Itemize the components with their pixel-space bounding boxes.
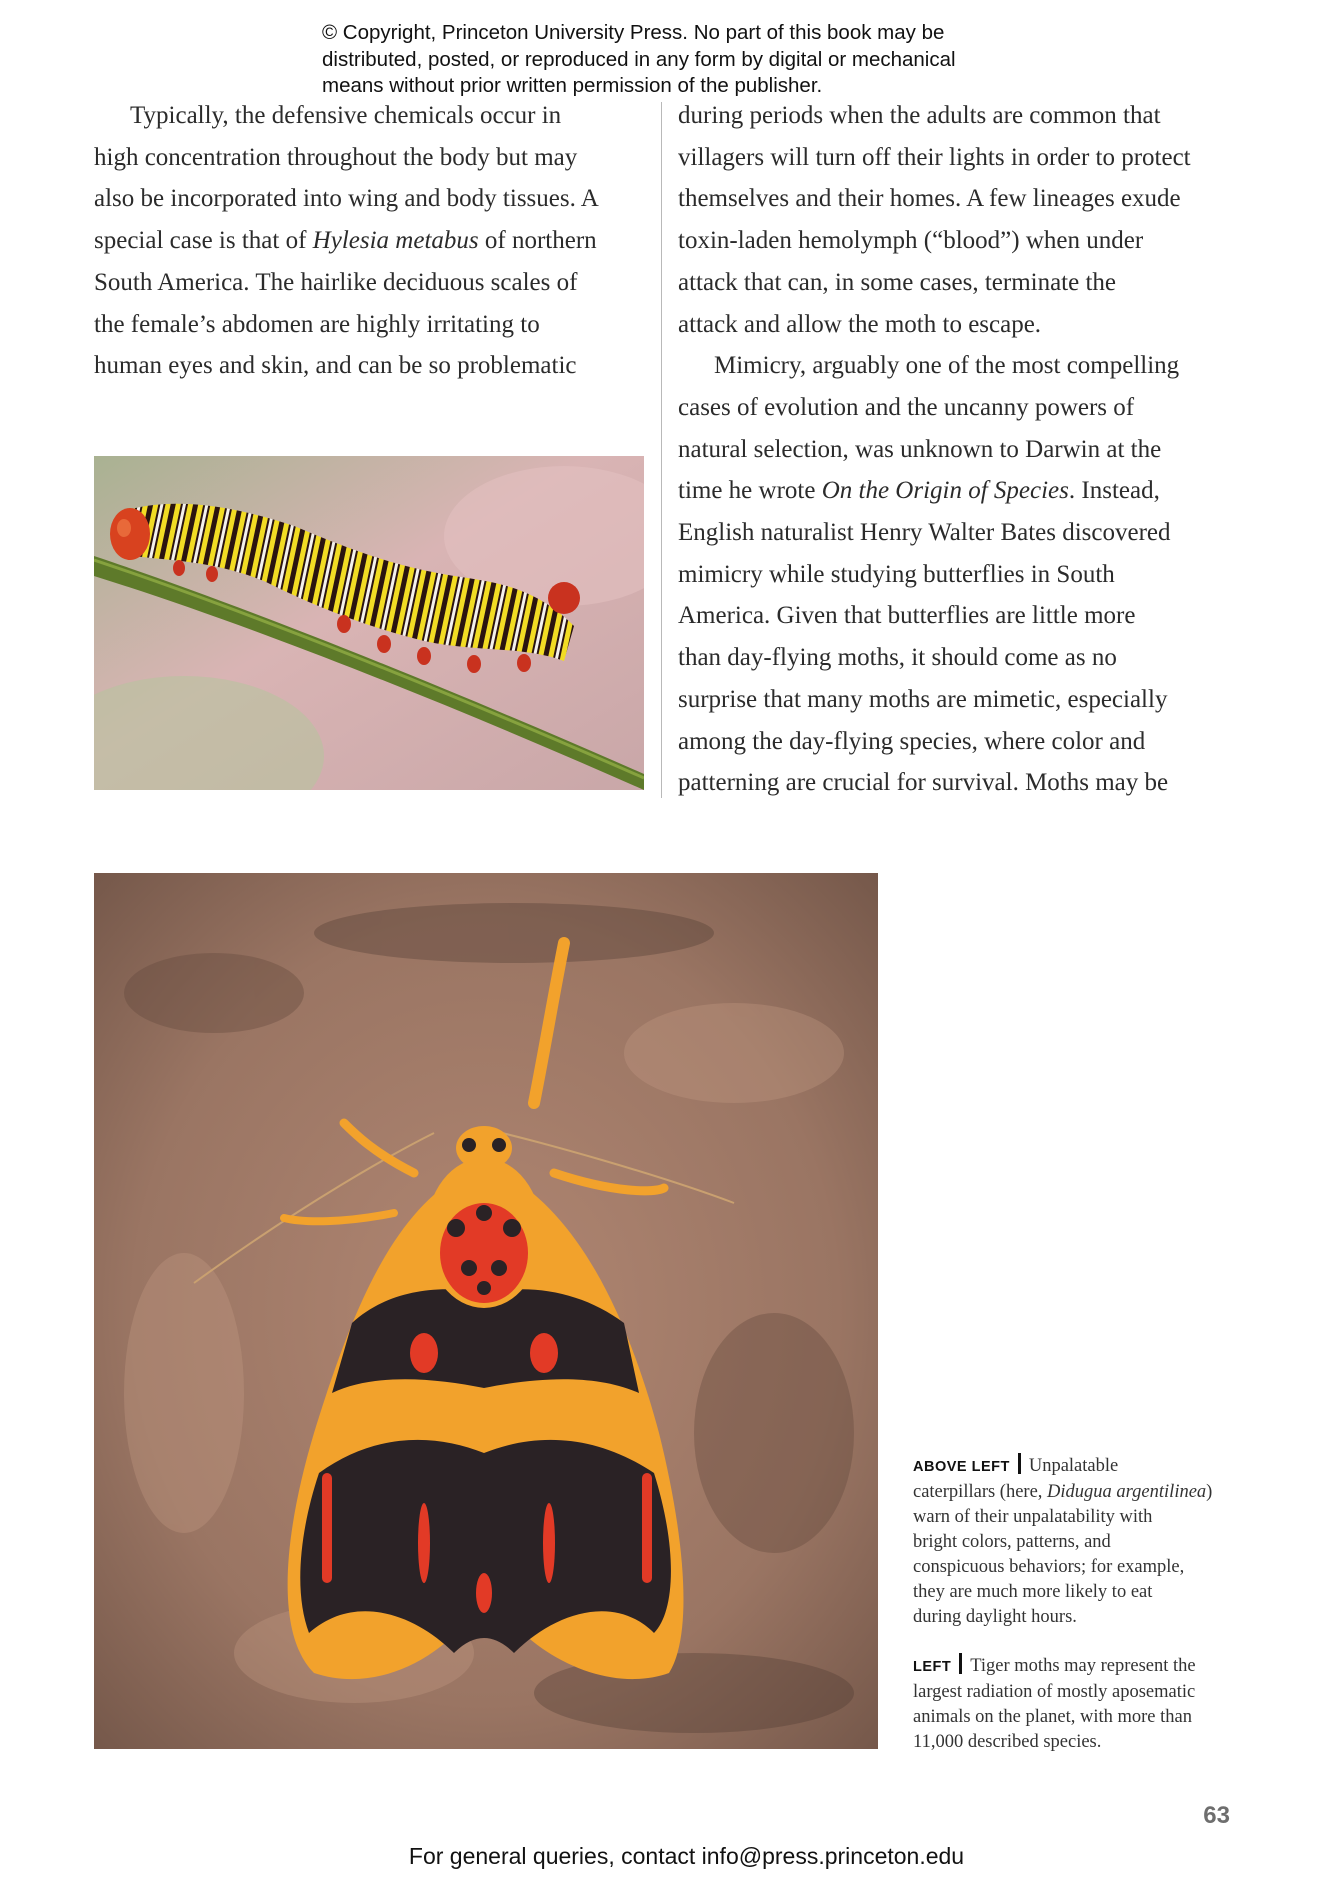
text-line: Mimicry, arguably one of the most compelling <box>714 352 1180 380</box>
tiger-moth-photo <box>94 873 878 1749</box>
text-line: during periods when the adults are common that <box>678 102 1161 129</box>
text-fragment: of northern <box>478 227 597 255</box>
text-fragment: Unpalatable <box>1028 1456 1119 1476</box>
text-line: themselves and their homes. A few lineages exude <box>678 185 1181 213</box>
left-text-column <box>94 95 644 387</box>
text-line: cases of evolution and the uncanny powers of <box>678 393 1135 421</box>
column-divider <box>661 102 662 798</box>
species-name: Hylesia metabus <box>312 227 479 255</box>
caption-line <box>913 1453 1243 1480</box>
caption-line: largest radiation of mostly aposematic <box>913 1682 1196 1702</box>
text-line: Typically, the defensive chemicals occur in <box>130 102 562 129</box>
text-line: surprise that many moths are mimetic, especially <box>678 685 1168 713</box>
text-line: mimicry while studying butterflies in South <box>678 560 1115 588</box>
text-fragment: caterpillars (here, <box>913 1482 1048 1502</box>
text-line: also be incorporated into wing and body tissues. A <box>94 185 599 213</box>
text-fragment: special case is that of <box>94 227 313 255</box>
caption-label: LEFT <box>913 1659 952 1675</box>
copyright-line: © Copyright, Princeton University Press. No part of this book may be <box>322 21 945 44</box>
text-fragment: time he wrote <box>678 477 822 505</box>
caption-divider <box>1018 1453 1021 1474</box>
species-name: Didugua argentilinea <box>1047 1482 1207 1502</box>
caption-line: during daylight hours. <box>913 1607 1077 1627</box>
text-fragment: . Instead, <box>1068 477 1160 505</box>
text-fragment: ) <box>1206 1482 1213 1502</box>
caption-line <box>913 1480 1243 1505</box>
caption-line <box>913 1653 1243 1680</box>
text-line: villagers will turn off their lights in order to protect <box>678 143 1191 171</box>
caption-line: conspicuous behaviors; for example, <box>913 1557 1185 1577</box>
caption-line: 11,000 described species. <box>913 1732 1102 1752</box>
text-line: English naturalist Henry Walter Bates discovered <box>678 519 1171 547</box>
text-line: attack that can, in some cases, terminate the <box>678 268 1117 296</box>
caption-line: warn of their unpalatability with <box>913 1507 1153 1527</box>
book-title: On the Origin of Species <box>821 477 1069 505</box>
caterpillar-photo <box>94 456 644 790</box>
text-line: high concentration throughout the body but may <box>94 143 578 171</box>
copyright-line: distributed, posted, or reproduced in any form by digital or mechanical <box>322 47 956 71</box>
copyright-notice <box>322 20 1022 100</box>
caption-line: they are much more likely to eat <box>913 1582 1153 1602</box>
text-line: South America. The hairlike deciduous scales of <box>94 268 578 296</box>
copyright-line: means without prior written permission of the publisher. <box>322 74 823 97</box>
caption-label: ABOVE LEFT <box>913 1459 1010 1475</box>
caption-left <box>913 1653 1243 1755</box>
text-line: America. Given that butterflies are little more <box>678 602 1136 630</box>
tiger-moth-illustration <box>94 873 878 1749</box>
page-number: 63 <box>1203 1802 1230 1829</box>
caption-above-left <box>913 1453 1243 1630</box>
text-line: human eyes and skin, and can be so problematic <box>94 352 577 380</box>
footer-contact: For general queries, contact info@press.princeton.edu <box>408 1843 965 1869</box>
text-line: toxin-laden hemolymph (“blood”) when under <box>678 227 1144 255</box>
caterpillar-illustration <box>94 456 644 790</box>
caption-line: animals on the planet, with more than <box>913 1707 1192 1727</box>
text-line <box>678 470 1238 512</box>
text-line: the female’s abdomen are highly irritating to <box>94 310 540 338</box>
caption-line: bright colors, patterns, and <box>913 1532 1111 1552</box>
text-fragment: Tiger moths may represent the <box>970 1656 1196 1676</box>
text-line: natural selection, was unknown to Darwin at the <box>678 435 1162 463</box>
text-line: patterning are crucial for survival. Moths may be <box>678 769 1169 797</box>
text-line <box>94 220 644 262</box>
caption-divider <box>959 1653 962 1674</box>
text-line: than day-flying moths, it should come as no <box>678 644 1117 672</box>
text-line: among the day-flying species, where color and <box>678 727 1146 755</box>
text-line: attack and allow the moth to escape. <box>678 310 1042 338</box>
right-text-column <box>678 95 1238 804</box>
